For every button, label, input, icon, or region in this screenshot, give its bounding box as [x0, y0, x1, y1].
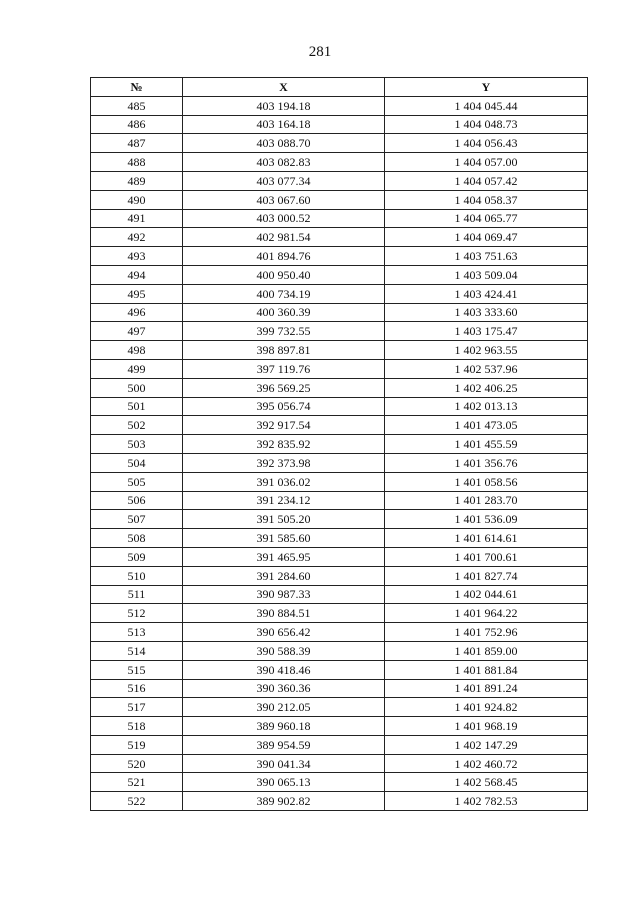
cell-number: 510 — [91, 566, 183, 585]
cell-y: 1 401 752.96 — [385, 623, 588, 642]
cell-number: 514 — [91, 641, 183, 660]
cell-y: 1 402 537.96 — [385, 359, 588, 378]
column-header-y: Y — [385, 78, 588, 97]
cell-number: 502 — [91, 416, 183, 435]
cell-number: 500 — [91, 378, 183, 397]
cell-number: 498 — [91, 341, 183, 360]
cell-number: 518 — [91, 717, 183, 736]
table-row — [91, 341, 588, 360]
table-row — [91, 153, 588, 172]
cell-x: 403 000.52 — [183, 209, 385, 228]
table-body — [91, 96, 588, 810]
cell-number: 495 — [91, 284, 183, 303]
cell-number: 519 — [91, 735, 183, 754]
cell-y: 1 402 460.72 — [385, 754, 588, 773]
page-number: 281 — [308, 44, 332, 60]
cell-x: 396 569.25 — [183, 378, 385, 397]
cell-y: 1 401 536.09 — [385, 510, 588, 529]
cell-number: 516 — [91, 679, 183, 698]
cell-number: 521 — [91, 773, 183, 792]
cell-x: 389 902.82 — [183, 792, 385, 811]
cell-x: 390 987.33 — [183, 585, 385, 604]
cell-x: 390 656.42 — [183, 623, 385, 642]
cell-number: 485 — [91, 96, 183, 115]
cell-number: 503 — [91, 435, 183, 454]
table-row — [91, 472, 588, 491]
cell-y: 1 403 509.04 — [385, 265, 588, 284]
cell-number: 505 — [91, 472, 183, 491]
cell-y: 1 402 013.13 — [385, 397, 588, 416]
cell-y: 1 402 963.55 — [385, 341, 588, 360]
cell-number: 506 — [91, 491, 183, 510]
table-row — [91, 190, 588, 209]
cell-y: 1 401 473.05 — [385, 416, 588, 435]
table-row — [91, 265, 588, 284]
table-row — [91, 397, 588, 416]
table-row — [91, 378, 588, 397]
table-row — [91, 491, 588, 510]
cell-number: 492 — [91, 228, 183, 247]
cell-x: 391 585.60 — [183, 529, 385, 548]
cell-y: 1 404 065.77 — [385, 209, 588, 228]
table-row — [91, 623, 588, 642]
table-row — [91, 510, 588, 529]
table-row — [91, 322, 588, 341]
cell-y: 1 403 424.41 — [385, 284, 588, 303]
cell-y: 1 402 782.53 — [385, 792, 588, 811]
cell-number: 507 — [91, 510, 183, 529]
cell-x: 403 194.18 — [183, 96, 385, 115]
cell-x: 391 284.60 — [183, 566, 385, 585]
column-header-x: X — [183, 78, 385, 97]
table-row — [91, 641, 588, 660]
cell-y: 1 401 964.22 — [385, 604, 588, 623]
cell-number: 508 — [91, 529, 183, 548]
cell-number: 513 — [91, 623, 183, 642]
table-row — [91, 792, 588, 811]
cell-x: 390 065.13 — [183, 773, 385, 792]
cell-x: 389 960.18 — [183, 717, 385, 736]
table-row — [91, 96, 588, 115]
cell-x: 403 088.70 — [183, 134, 385, 153]
table-row — [91, 679, 588, 698]
cell-x: 403 082.83 — [183, 153, 385, 172]
cell-y: 1 403 751.63 — [385, 247, 588, 266]
cell-number: 509 — [91, 547, 183, 566]
cell-x: 390 360.36 — [183, 679, 385, 698]
cell-y: 1 404 069.47 — [385, 228, 588, 247]
cell-number: 511 — [91, 585, 183, 604]
cell-y: 1 404 058.37 — [385, 190, 588, 209]
cell-x: 402 981.54 — [183, 228, 385, 247]
table-row — [91, 547, 588, 566]
cell-y: 1 404 045.44 — [385, 96, 588, 115]
cell-y: 1 402 406.25 — [385, 378, 588, 397]
table-row — [91, 566, 588, 585]
cell-x: 392 917.54 — [183, 416, 385, 435]
cell-number: 489 — [91, 171, 183, 190]
cell-y: 1 401 356.76 — [385, 453, 588, 472]
cell-x: 390 588.39 — [183, 641, 385, 660]
table-row — [91, 717, 588, 736]
cell-y: 1 401 891.24 — [385, 679, 588, 698]
table-row — [91, 171, 588, 190]
cell-number: 522 — [91, 792, 183, 811]
table-row — [91, 660, 588, 679]
table-row — [91, 773, 588, 792]
table-row — [91, 115, 588, 134]
cell-number: 497 — [91, 322, 183, 341]
table-header-row — [91, 78, 588, 97]
cell-x: 403 067.60 — [183, 190, 385, 209]
cell-number: 499 — [91, 359, 183, 378]
cell-y: 1 401 614.61 — [385, 529, 588, 548]
cell-x: 391 234.12 — [183, 491, 385, 510]
cell-x: 403 164.18 — [183, 115, 385, 134]
cell-x: 391 505.20 — [183, 510, 385, 529]
cell-y: 1 401 827.74 — [385, 566, 588, 585]
cell-number: 490 — [91, 190, 183, 209]
table-row — [91, 247, 588, 266]
cell-number: 494 — [91, 265, 183, 284]
cell-y: 1 402 568.45 — [385, 773, 588, 792]
cell-y: 1 402 147.29 — [385, 735, 588, 754]
cell-x: 400 734.19 — [183, 284, 385, 303]
cell-y: 1 401 968.19 — [385, 717, 588, 736]
cell-y: 1 401 455.59 — [385, 435, 588, 454]
cell-y: 1 404 057.42 — [385, 171, 588, 190]
cell-number: 504 — [91, 453, 183, 472]
cell-x: 391 036.02 — [183, 472, 385, 491]
cell-x: 400 360.39 — [183, 303, 385, 322]
cell-x: 390 212.05 — [183, 698, 385, 717]
cell-x: 390 884.51 — [183, 604, 385, 623]
cell-x: 395 056.74 — [183, 397, 385, 416]
cell-x: 400 950.40 — [183, 265, 385, 284]
table-row — [91, 698, 588, 717]
cell-number: 512 — [91, 604, 183, 623]
cell-number: 493 — [91, 247, 183, 266]
cell-x: 398 897.81 — [183, 341, 385, 360]
cell-x: 390 041.34 — [183, 754, 385, 773]
table-row — [91, 529, 588, 548]
cell-x: 391 465.95 — [183, 547, 385, 566]
cell-y: 1 401 924.82 — [385, 698, 588, 717]
cell-x: 392 373.98 — [183, 453, 385, 472]
cell-y: 1 401 859.00 — [385, 641, 588, 660]
cell-x: 399 732.55 — [183, 322, 385, 341]
cell-y: 1 401 881.84 — [385, 660, 588, 679]
cell-number: 501 — [91, 397, 183, 416]
cell-y: 1 401 283.70 — [385, 491, 588, 510]
table-row — [91, 735, 588, 754]
cell-number: 486 — [91, 115, 183, 134]
cell-y: 1 404 048.73 — [385, 115, 588, 134]
cell-x: 389 954.59 — [183, 735, 385, 754]
table-row — [91, 134, 588, 153]
cell-number: 487 — [91, 134, 183, 153]
table-row — [91, 228, 588, 247]
cell-x: 403 077.34 — [183, 171, 385, 190]
table-row — [91, 754, 588, 773]
cell-y: 1 402 044.61 — [385, 585, 588, 604]
cell-number: 517 — [91, 698, 183, 717]
cell-number: 520 — [91, 754, 183, 773]
cell-x: 401 894.76 — [183, 247, 385, 266]
coordinates-table — [90, 77, 588, 811]
cell-number: 496 — [91, 303, 183, 322]
cell-y: 1 401 058.56 — [385, 472, 588, 491]
cell-x: 390 418.46 — [183, 660, 385, 679]
table-row — [91, 585, 588, 604]
table-row — [91, 435, 588, 454]
cell-y: 1 403 175.47 — [385, 322, 588, 341]
table-row — [91, 209, 588, 228]
cell-x: 392 835.92 — [183, 435, 385, 454]
table-row — [91, 303, 588, 322]
cell-y: 1 401 700.61 — [385, 547, 588, 566]
column-header-number: № — [91, 78, 183, 97]
cell-y: 1 404 056.43 — [385, 134, 588, 153]
table-row — [91, 284, 588, 303]
cell-number: 491 — [91, 209, 183, 228]
cell-y: 1 404 057.00 — [385, 153, 588, 172]
cell-number: 488 — [91, 153, 183, 172]
table-row — [91, 416, 588, 435]
cell-y: 1 403 333.60 — [385, 303, 588, 322]
table-row — [91, 453, 588, 472]
table-row — [91, 359, 588, 378]
cell-x: 397 119.76 — [183, 359, 385, 378]
table-row — [91, 604, 588, 623]
cell-number: 515 — [91, 660, 183, 679]
